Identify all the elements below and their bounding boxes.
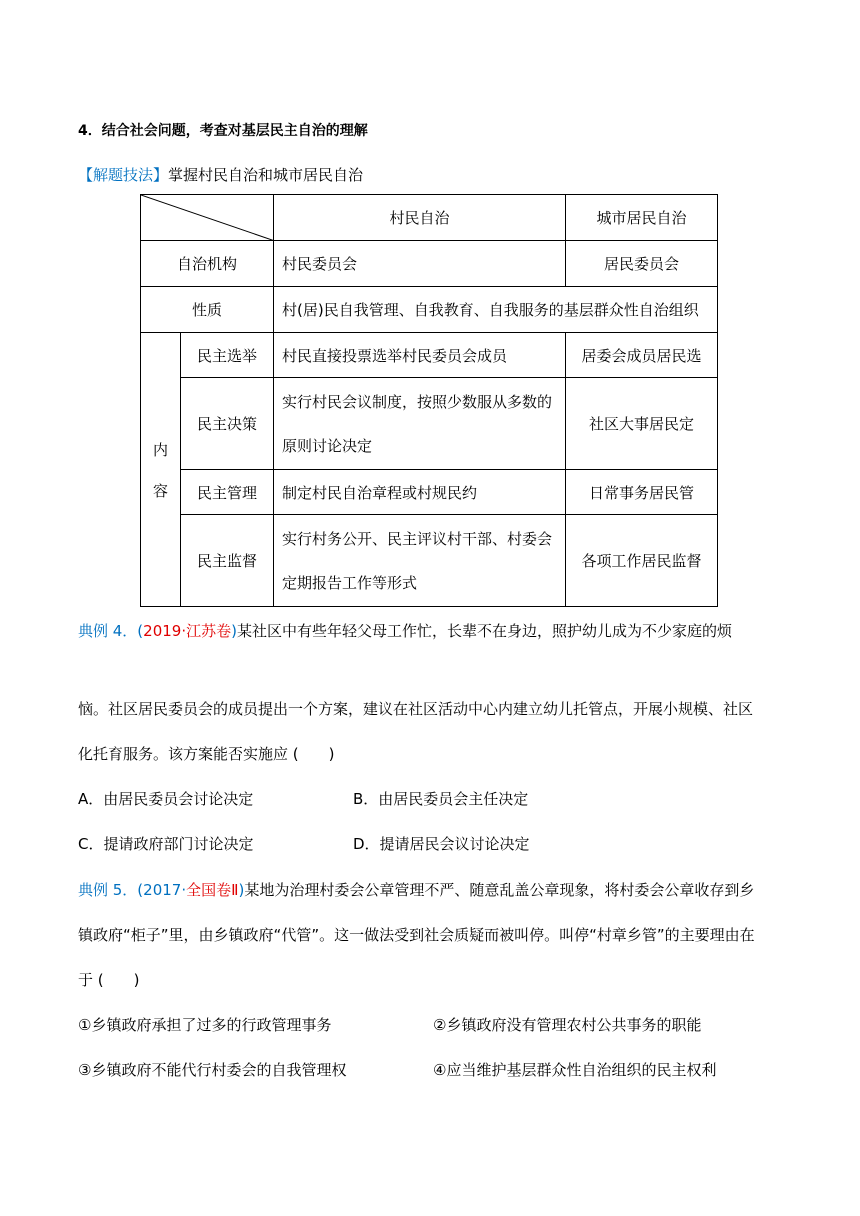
example4-line1 <box>78 620 732 641</box>
example4-option-d: D．提请居民会议讨论决定 <box>353 835 530 853</box>
method-text: 掌握村民自治和城市居民自治 <box>168 166 364 184</box>
example5-line2: 镇政府“柜子”里，由乡镇政府“代管”。这一做法受到社会质疑而被叫停。叫停“村章乡管”的主要理由在 <box>78 926 755 944</box>
comparison-table <box>140 194 718 607</box>
example5-option-4: ④应当维护基层群众性自治组织的民主权利 <box>433 1061 717 1079</box>
example4-option-b: B．由居民委员会主任决定 <box>353 790 529 808</box>
example5-prefix: 典例 5．(2017· <box>78 881 187 899</box>
example5-source: 全国卷Ⅱ <box>186 881 239 899</box>
method-line <box>78 164 363 185</box>
cell-election-city: 居委会成员居民选 <box>566 333 718 378</box>
row-label-election: 民主选举 <box>181 333 274 378</box>
cell-line: 实行村务公开、民主评议村干部、村委会 <box>282 529 553 548</box>
cell-decision-village <box>274 378 566 470</box>
table-corner-cell <box>141 195 274 241</box>
row-label-supervision: 民主监督 <box>181 515 274 607</box>
example5-suffix: ) <box>238 881 245 899</box>
cell-election-village: 村民直接投票选举村民委员会成员 <box>274 333 566 378</box>
content-label <box>141 333 181 607</box>
cell-supervision-village <box>274 515 566 607</box>
example4-line3: 化托育服务。该方案能否实施应 ( ) <box>78 745 335 763</box>
content-label-char: 容 <box>152 481 168 500</box>
cell-org-village: 村民委员会 <box>274 241 566 287</box>
example5-line3: 于 ( ) <box>78 971 140 989</box>
method-tag: 【解题技法】 <box>78 166 169 184</box>
cell-management-village: 制定村民自治章程或村规民约 <box>274 470 566 515</box>
example5-option-3: ③乡镇政府不能代行村委会的自我管理权 <box>78 1061 347 1079</box>
example5-text1: 某地为治理村委会公章管理不严、随意乱盖公章现象，将村委会公章收存到乡 <box>244 881 755 899</box>
row-label-management: 民主管理 <box>181 470 274 515</box>
row-label-org: 自治机构 <box>141 241 274 287</box>
row-label-decision: 民主决策 <box>181 378 274 470</box>
example4-prefix: 典例 4．( <box>78 622 144 640</box>
example4-text1: 某社区中有些年轻父母工作忙，长辈不在身边，照护幼儿成为不少家庭的烦 <box>236 622 732 640</box>
cell-supervision-city: 各项工作居民监督 <box>566 515 718 607</box>
cell-decision-city: 社区大事居民定 <box>566 378 718 470</box>
example4-suffix: ) <box>231 622 237 640</box>
section-heading: 4．结合社会问题，考查对基层民主自治的理解 <box>78 123 368 139</box>
col-header-village: 村民自治 <box>274 195 566 241</box>
example5-option-1: ①乡镇政府承担了过多的行政管理事务 <box>78 1016 332 1034</box>
example4-line2: 恼。社区居民委员会的成员提出一个方案，建议在社区活动中心内建立幼儿托管点，开展小规模、社区 <box>78 700 754 718</box>
cell-line: 实行村民会议制度，按照少数服从多数的 <box>282 392 553 411</box>
cell-org-city: 居民委员会 <box>566 241 718 287</box>
example4-option-a: A．由居民委员会讨论决定 <box>78 790 254 808</box>
cell-line: 原则讨论决定 <box>282 436 373 455</box>
example4-option-c: C．提请政府部门讨论决定 <box>78 835 254 853</box>
content-label-char: 内 <box>152 440 168 459</box>
row-label-nature: 性质 <box>141 287 274 333</box>
example5-line1 <box>78 879 754 900</box>
example4-source: 2019·江苏卷 <box>143 622 232 640</box>
cell-nature: 村(居)民自我管理、自我教育、自我服务的基层群众性自治组织 <box>274 287 718 333</box>
col-header-city: 城市居民自治 <box>566 195 718 241</box>
cell-line: 定期报告工作等形式 <box>282 573 418 592</box>
cell-management-city: 日常事务居民管 <box>566 470 718 515</box>
example5-option-2: ②乡镇政府没有管理农村公共事务的职能 <box>433 1016 702 1034</box>
